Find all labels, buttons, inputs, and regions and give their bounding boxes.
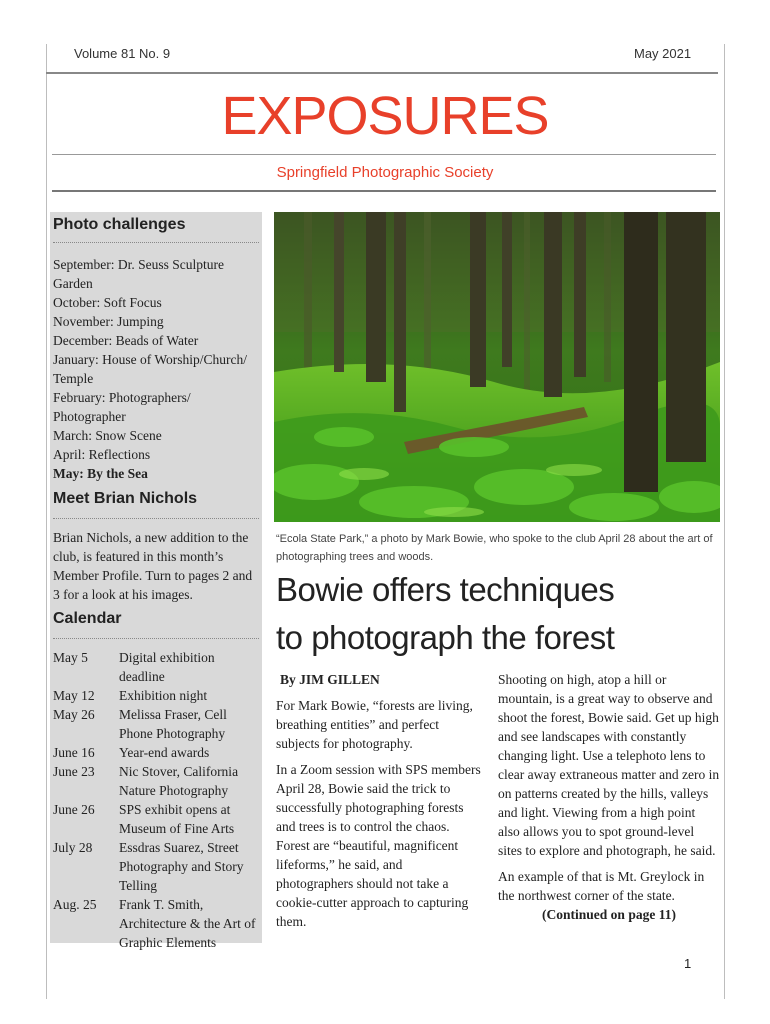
challenge-item: November: Jumping [53,314,164,329]
issue-date: May 2021 [634,46,692,61]
calendar-event: Nic Stover, California Nature Photography [119,764,239,798]
article-paragraph: In a Zoom session with SPS members April 28, Bowie said the trick to successfully photographing forests and trees is to control the chaos. Forest are “beautiful, magnificent lifeforms,” he said, and photographers should not take a cookie-cutter approach to capturing them. [276,762,481,929]
challenge-item: October: Soft Focus [53,295,162,310]
continued-note: (Continued on page 11) [542,907,676,922]
calendar-entry [53,762,259,800]
meet-member-text: Brian Nichols, a new addition to the club, is featured in this month’s Member Profile. Turn to pages 2 and 3 for a look at his images. [53,530,253,602]
calendar-event: Year-end awards [119,745,210,760]
challenge-item: March: Snow Scene [53,428,162,443]
calendar-entry [53,743,259,762]
forest-photo [274,212,720,522]
divider [53,242,259,243]
masthead-title: EXPOSURES [221,86,549,146]
challenge-item: December: Beads of Water [53,333,199,348]
calendar-event: SPS exhibit opens at Museum of Fine Arts [119,802,235,836]
header-rule-middle [52,154,716,155]
page-number: 1 [684,956,692,971]
calendar-event: Essdras Suarez, Street Photography and Story Telling [119,840,244,893]
challenge-item: April: Reflections [53,447,151,462]
calendar-heading: Calendar [53,610,122,627]
divider [53,518,259,519]
society-name: Springfield Photographic Society [276,164,494,181]
forest-photo-illustration [274,212,720,522]
calendar-date: May 26 [53,707,95,722]
photo-caption: “Ecola State Park,” a photo by Mark Bowie, who spoke to the club April 28 about the art of photographing trees and woods. [276,533,713,563]
article-paragraph: Shooting on high, atop a hill or mountain, is a great way to observe and shoot the forest, Bowie said. Get up high and see landscapes with constantly changing light. Use a telephoto lens to clear away extraneous matter and zero in on patterns created by the hills, valleys and light. Viewing from a high point also allows you to spot ground-level sites to explore and photograph, he said. [498,672,720,858]
page-border-left [46,44,47,999]
header-rule-bottom [52,190,716,192]
calendar-event: Digital exhibition deadline [119,650,215,684]
challenges-list [53,255,259,483]
calendar-date: June 23 [53,764,95,779]
headline-line-1: Bowie offers techniques [276,571,615,608]
calendar-date: May 5 [53,650,88,665]
calendar-entry [53,800,259,838]
meet-member-heading: Meet Brian Nichols [53,490,198,507]
article-column-2 [498,670,720,924]
article-paragraph: For Mark Bowie, “forests are living, breathing entities” and perfect subjects for photography. [276,698,473,751]
calendar-entry [53,648,259,686]
calendar-date: June 16 [53,745,95,760]
calendar-event: Frank T. Smith, Architecture & the Art of Graphic Elements [119,897,256,950]
calendar-entry [53,838,259,895]
challenge-item: January: House of Worship/Church/ Temple [53,352,248,386]
challenge-current: May: By the Sea [53,466,148,481]
calendar-event: Melissa Fraser, Cell Phone Photography [119,707,227,741]
calendar-date: July 28 [53,840,93,855]
calendar-date: Aug. 25 [53,897,97,912]
calendar-date: May 12 [53,688,95,703]
calendar-entry [53,705,259,743]
photo-challenges-heading: Photo challenges [53,216,186,233]
challenge-item: September: Dr. Seuss Sculpture Garden [53,257,224,291]
sidebar [50,212,262,950]
volume-label: Volume 81 No. 9 [74,46,171,61]
calendar-date: June 26 [53,802,95,817]
calendar-event: Exhibition night [119,688,208,703]
article-headline [276,566,726,662]
headline-line-2: to photograph the forest [276,619,615,656]
calendar-entry [53,686,259,705]
article-column-1 [276,670,482,938]
calendar-list [53,648,259,952]
divider [53,638,259,639]
article-paragraph: An example of that is Mt. Greylock in the northwest corner of the state. [498,869,705,903]
page-border-right [724,44,725,999]
header-rule-top [46,72,718,74]
calendar-entry [53,895,259,952]
challenge-item: February: Photographers/ Photographer [53,390,191,424]
byline: By JIM GILLEN [280,672,380,687]
